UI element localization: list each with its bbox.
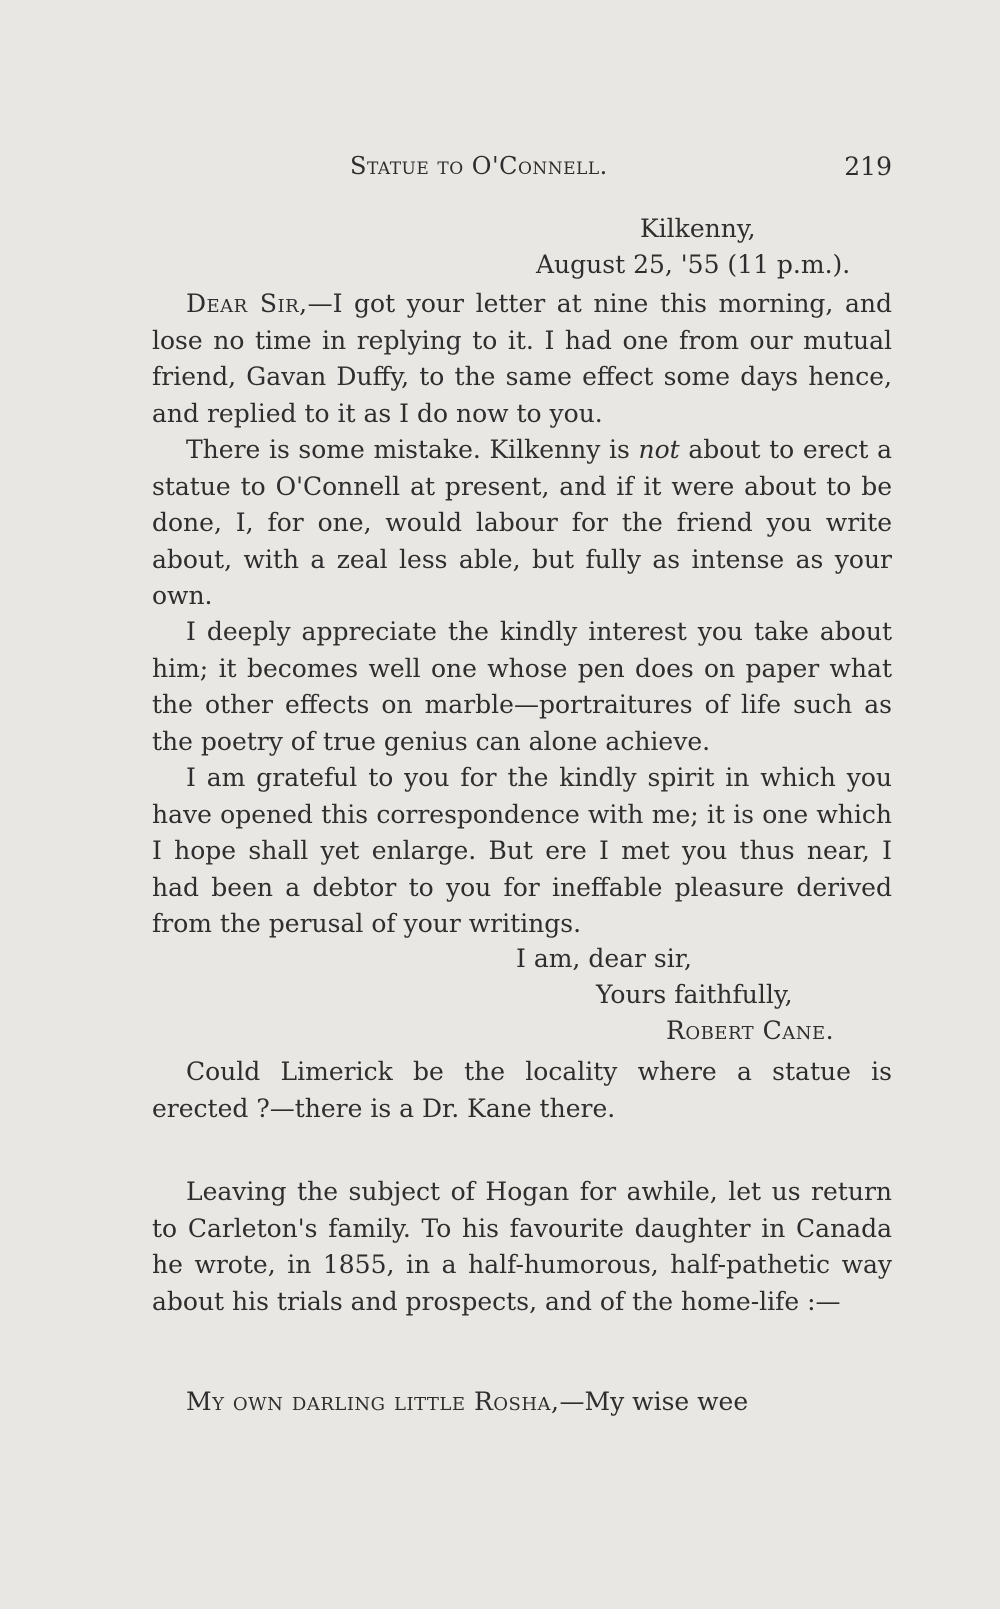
page-number: 219 (844, 152, 892, 181)
next-letter-text: —My wise wee (559, 1387, 749, 1416)
signature: Robert Cane. (666, 1016, 835, 1045)
closing-line-1: I am, dear sir, (516, 944, 692, 973)
closing-line-2: Yours faithfully, (596, 980, 793, 1009)
letter-place: Kilkenny, (640, 214, 756, 243)
emphasis-not: not (638, 435, 680, 464)
postscript: Could Limerick be the locality where a statue is erected ?—there is a Dr. Kane there. (152, 1057, 892, 1123)
paragraph-1-text: —I got your letter at nine this morning, and lose no time in replying to it. I had one from our mutual friend, Gavan Duffy, to the same effect some days hence, and replied to it as I do now to you. (152, 289, 892, 428)
letter-date: August 25, '55 (11 p.m.). (536, 250, 851, 279)
page-header (152, 152, 892, 192)
paragraph-2 (152, 432, 892, 615)
next-letter-opening (152, 1384, 892, 1421)
paragraph-3: I deeply appreciate the kindly interest you take about him; it becomes well one whose pen does on paper what the other effects on marble—portraitures of life such as the poetry of true genius can alone achieve. (152, 617, 892, 756)
paragraph-2-start: There is some mistake. Kilkenny is (186, 435, 639, 464)
paragraph-1 (152, 286, 892, 432)
paragraph-4: I am grateful to you for the kindly spirit in which you have opened this correspondence with me; it is one which I hope shall yet enlarge. But ere I met you thus near, I had been a debtor to you for ineffable pleasure derived from the perusal of your writings. (152, 763, 892, 938)
next-letter-salutation: My own darling little Rosha, (186, 1387, 560, 1416)
running-title: Statue to O'Connell. (350, 152, 608, 180)
paragraph-2-end: about to erect a statue to O'Connell at present, and if it were about to be done, I, for one, would labour for the friend you write about, with a zeal less able, but fully as intense as your own. (152, 435, 892, 610)
narrative-paragraph: Leaving the subject of Hogan for awhile, let us return to Carleton's family. To his favourite daughter in Canada he wrote, in 1855, in a half-humorous, half-pathetic way about his trials and prospects, and of the home-life :— (152, 1177, 892, 1316)
salutation: Dear Sir, (186, 289, 308, 318)
